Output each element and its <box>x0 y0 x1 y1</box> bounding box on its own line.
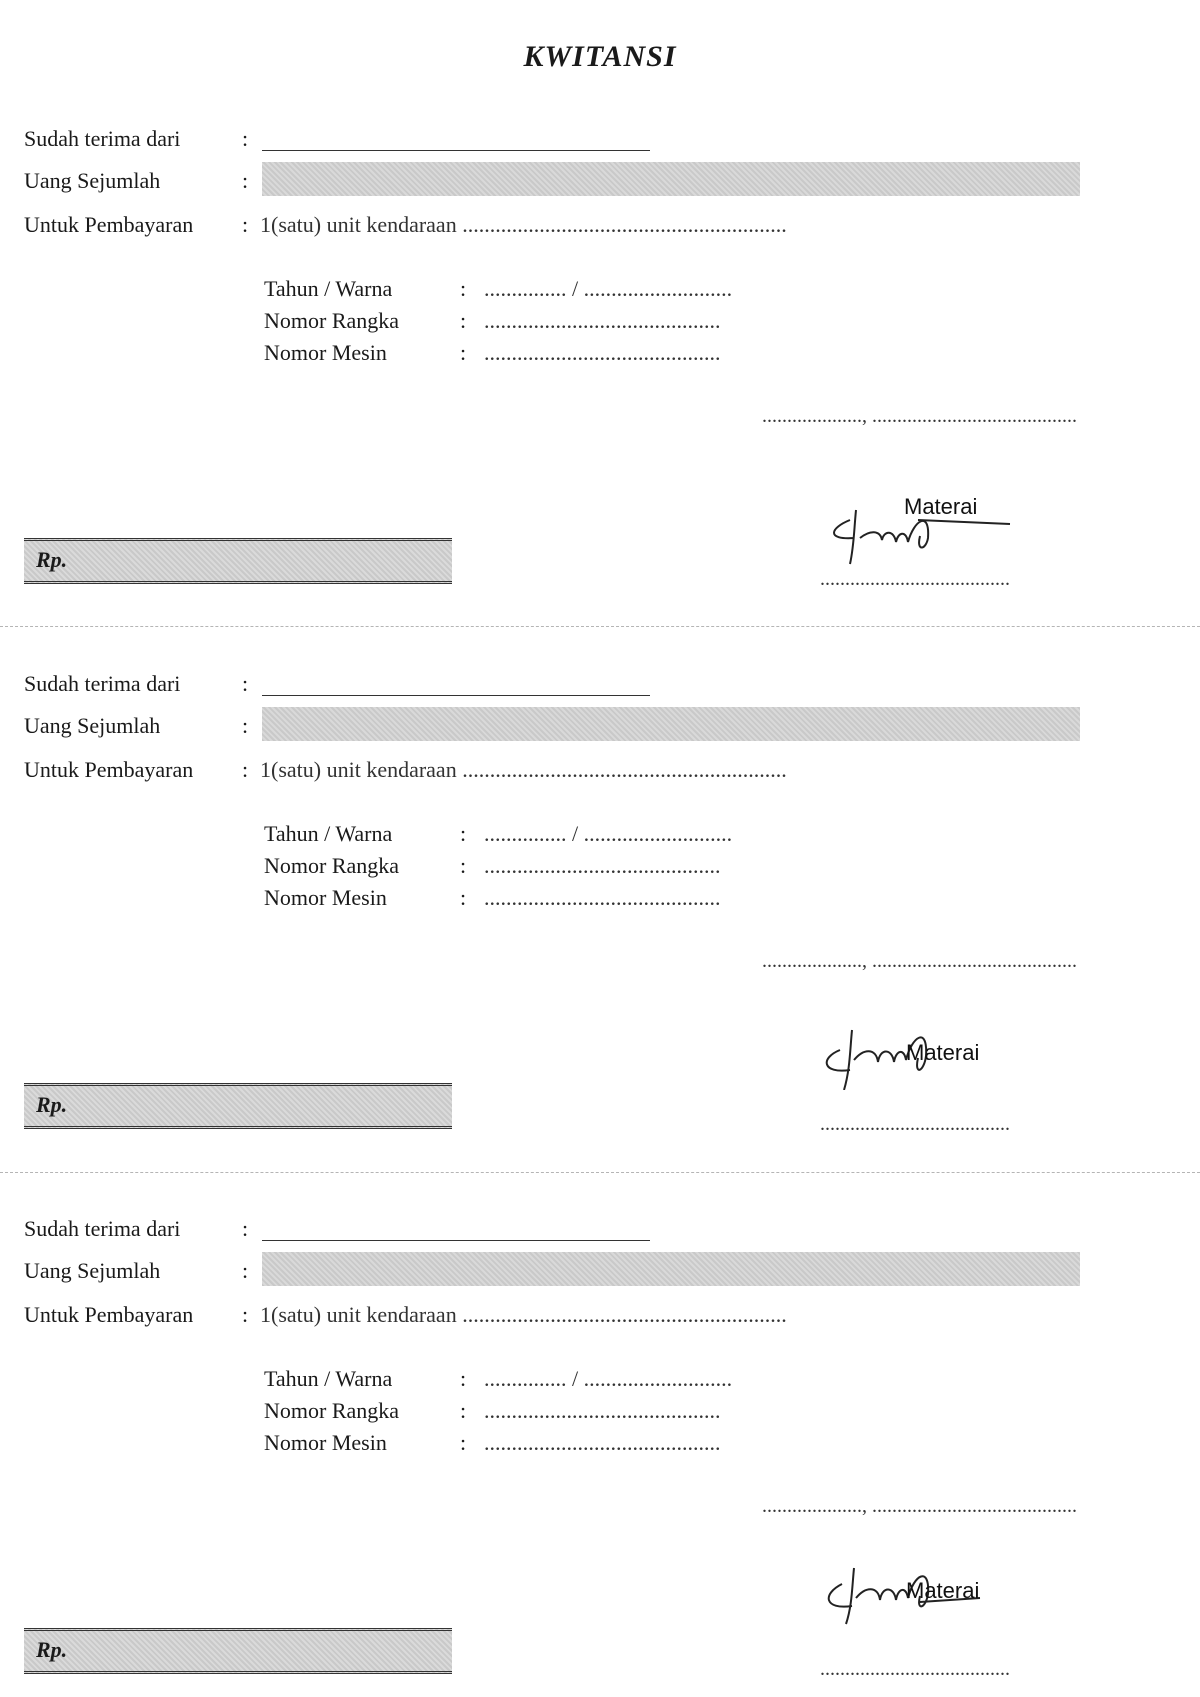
engine-number-value[interactable]: ........................................... <box>484 885 721 910</box>
received-from-field[interactable] <box>262 695 650 696</box>
colon: : <box>460 1366 467 1391</box>
amount-row <box>24 1258 260 1284</box>
payment-row <box>24 757 787 783</box>
payment-value[interactable]: 1(satu) unit kendaraan ........................................................... <box>260 212 787 237</box>
engine-number-label: Nomor Mesin <box>264 340 387 365</box>
received-from-row <box>24 671 260 697</box>
frame-number-label: Nomor Rangka <box>264 853 400 878</box>
receipt-1 <box>0 0 1200 590</box>
year-color-value[interactable]: ............... / ........................... <box>484 821 733 846</box>
frame-number-value[interactable]: ........................................... <box>484 1398 721 1423</box>
frame-number-label: Nomor Rangka <box>264 308 400 333</box>
page-title: KWITANSI <box>523 40 677 73</box>
colon: : <box>460 1398 467 1423</box>
signature-line[interactable]: ...................................... <box>820 1113 1010 1135</box>
place-date-line[interactable]: ...................., ......................................... <box>762 950 1077 972</box>
place-date-line[interactable]: ...................., ......................................... <box>762 1495 1077 1517</box>
year-color-row <box>264 821 732 847</box>
year-color-label: Tahun / Warna <box>264 1366 393 1391</box>
received-from-label: Sudah terima dari <box>24 126 181 151</box>
stamp-label: Materai <box>906 1578 980 1603</box>
frame-number-value[interactable]: ........................................... <box>484 853 721 878</box>
amount-field[interactable] <box>262 707 1080 741</box>
rp-label: Rp. <box>36 1637 68 1662</box>
engine-number-value[interactable]: ........................................... <box>484 340 721 365</box>
amount-field[interactable] <box>262 162 1080 196</box>
signature-line[interactable]: ...................................... <box>820 1658 1010 1680</box>
payment-value[interactable]: 1(satu) unit kendaraan ........................................................... <box>260 1302 787 1327</box>
colon: : <box>242 757 249 782</box>
colon: : <box>242 1302 249 1327</box>
payment-label: Untuk Pembayaran <box>24 757 194 782</box>
signature-area <box>810 1000 1040 1090</box>
colon: : <box>460 885 467 910</box>
engine-number-label: Nomor Mesin <box>264 885 387 910</box>
payment-value[interactable]: 1(satu) unit kendaraan ........................................................... <box>260 757 787 782</box>
colon: : <box>460 340 467 365</box>
year-color-label: Tahun / Warna <box>264 821 393 846</box>
received-from-field[interactable] <box>262 1240 650 1241</box>
rp-amount-box[interactable] <box>24 1628 452 1674</box>
colon: : <box>460 308 467 333</box>
year-color-row <box>264 276 732 302</box>
received-from-label: Sudah terima dari <box>24 1216 181 1241</box>
rp-label: Rp. <box>36 547 68 572</box>
colon: : <box>460 1430 467 1455</box>
amount-row <box>24 713 260 739</box>
frame-number-label: Nomor Rangka <box>264 1398 400 1423</box>
colon: : <box>242 168 249 193</box>
colon: : <box>242 126 249 151</box>
place-date-line[interactable]: ...................., ......................................... <box>762 405 1077 427</box>
colon: : <box>242 671 249 696</box>
payment-row <box>24 1302 787 1328</box>
colon: : <box>460 821 467 846</box>
receipt-2 <box>0 545 1200 1135</box>
received-from-row <box>24 126 260 152</box>
colon: : <box>460 276 467 301</box>
amount-label: Uang Sejumlah <box>24 1258 161 1283</box>
signature-line[interactable]: ...................................... <box>820 568 1010 590</box>
colon: : <box>460 853 467 878</box>
frame-number-value[interactable]: ........................................... <box>484 308 721 333</box>
engine-number-row <box>264 340 721 366</box>
frame-number-row <box>264 308 721 334</box>
colon: : <box>242 1216 249 1241</box>
colon: : <box>242 1258 249 1283</box>
signature-area <box>810 1540 1040 1630</box>
rp-label: Rp. <box>36 1092 68 1117</box>
received-from-field[interactable] <box>262 150 650 151</box>
engine-number-row <box>264 885 721 911</box>
payment-row <box>24 212 787 238</box>
year-color-value[interactable]: ............... / ........................... <box>484 1366 733 1391</box>
colon: : <box>242 713 249 738</box>
year-color-label: Tahun / Warna <box>264 276 393 301</box>
stamp-label: Materai <box>904 494 978 519</box>
engine-number-label: Nomor Mesin <box>264 1430 387 1455</box>
amount-label: Uang Sejumlah <box>24 168 161 193</box>
frame-number-row <box>264 853 721 879</box>
frame-number-row <box>264 1398 721 1424</box>
receipt-3 <box>0 1090 1200 1680</box>
received-from-row <box>24 1216 260 1242</box>
colon: : <box>242 212 249 237</box>
payment-label: Untuk Pembayaran <box>24 1302 194 1327</box>
year-color-value[interactable]: ............... / ........................... <box>484 276 733 301</box>
received-from-label: Sudah terima dari <box>24 671 181 696</box>
stamp-label: Materai <box>906 1040 980 1065</box>
amount-row <box>24 168 260 194</box>
payment-label: Untuk Pembayaran <box>24 212 194 237</box>
amount-field[interactable] <box>262 1252 1080 1286</box>
year-color-row <box>264 1366 732 1392</box>
engine-number-row <box>264 1430 721 1456</box>
amount-label: Uang Sejumlah <box>24 713 161 738</box>
engine-number-value[interactable]: ........................................... <box>484 1430 721 1455</box>
